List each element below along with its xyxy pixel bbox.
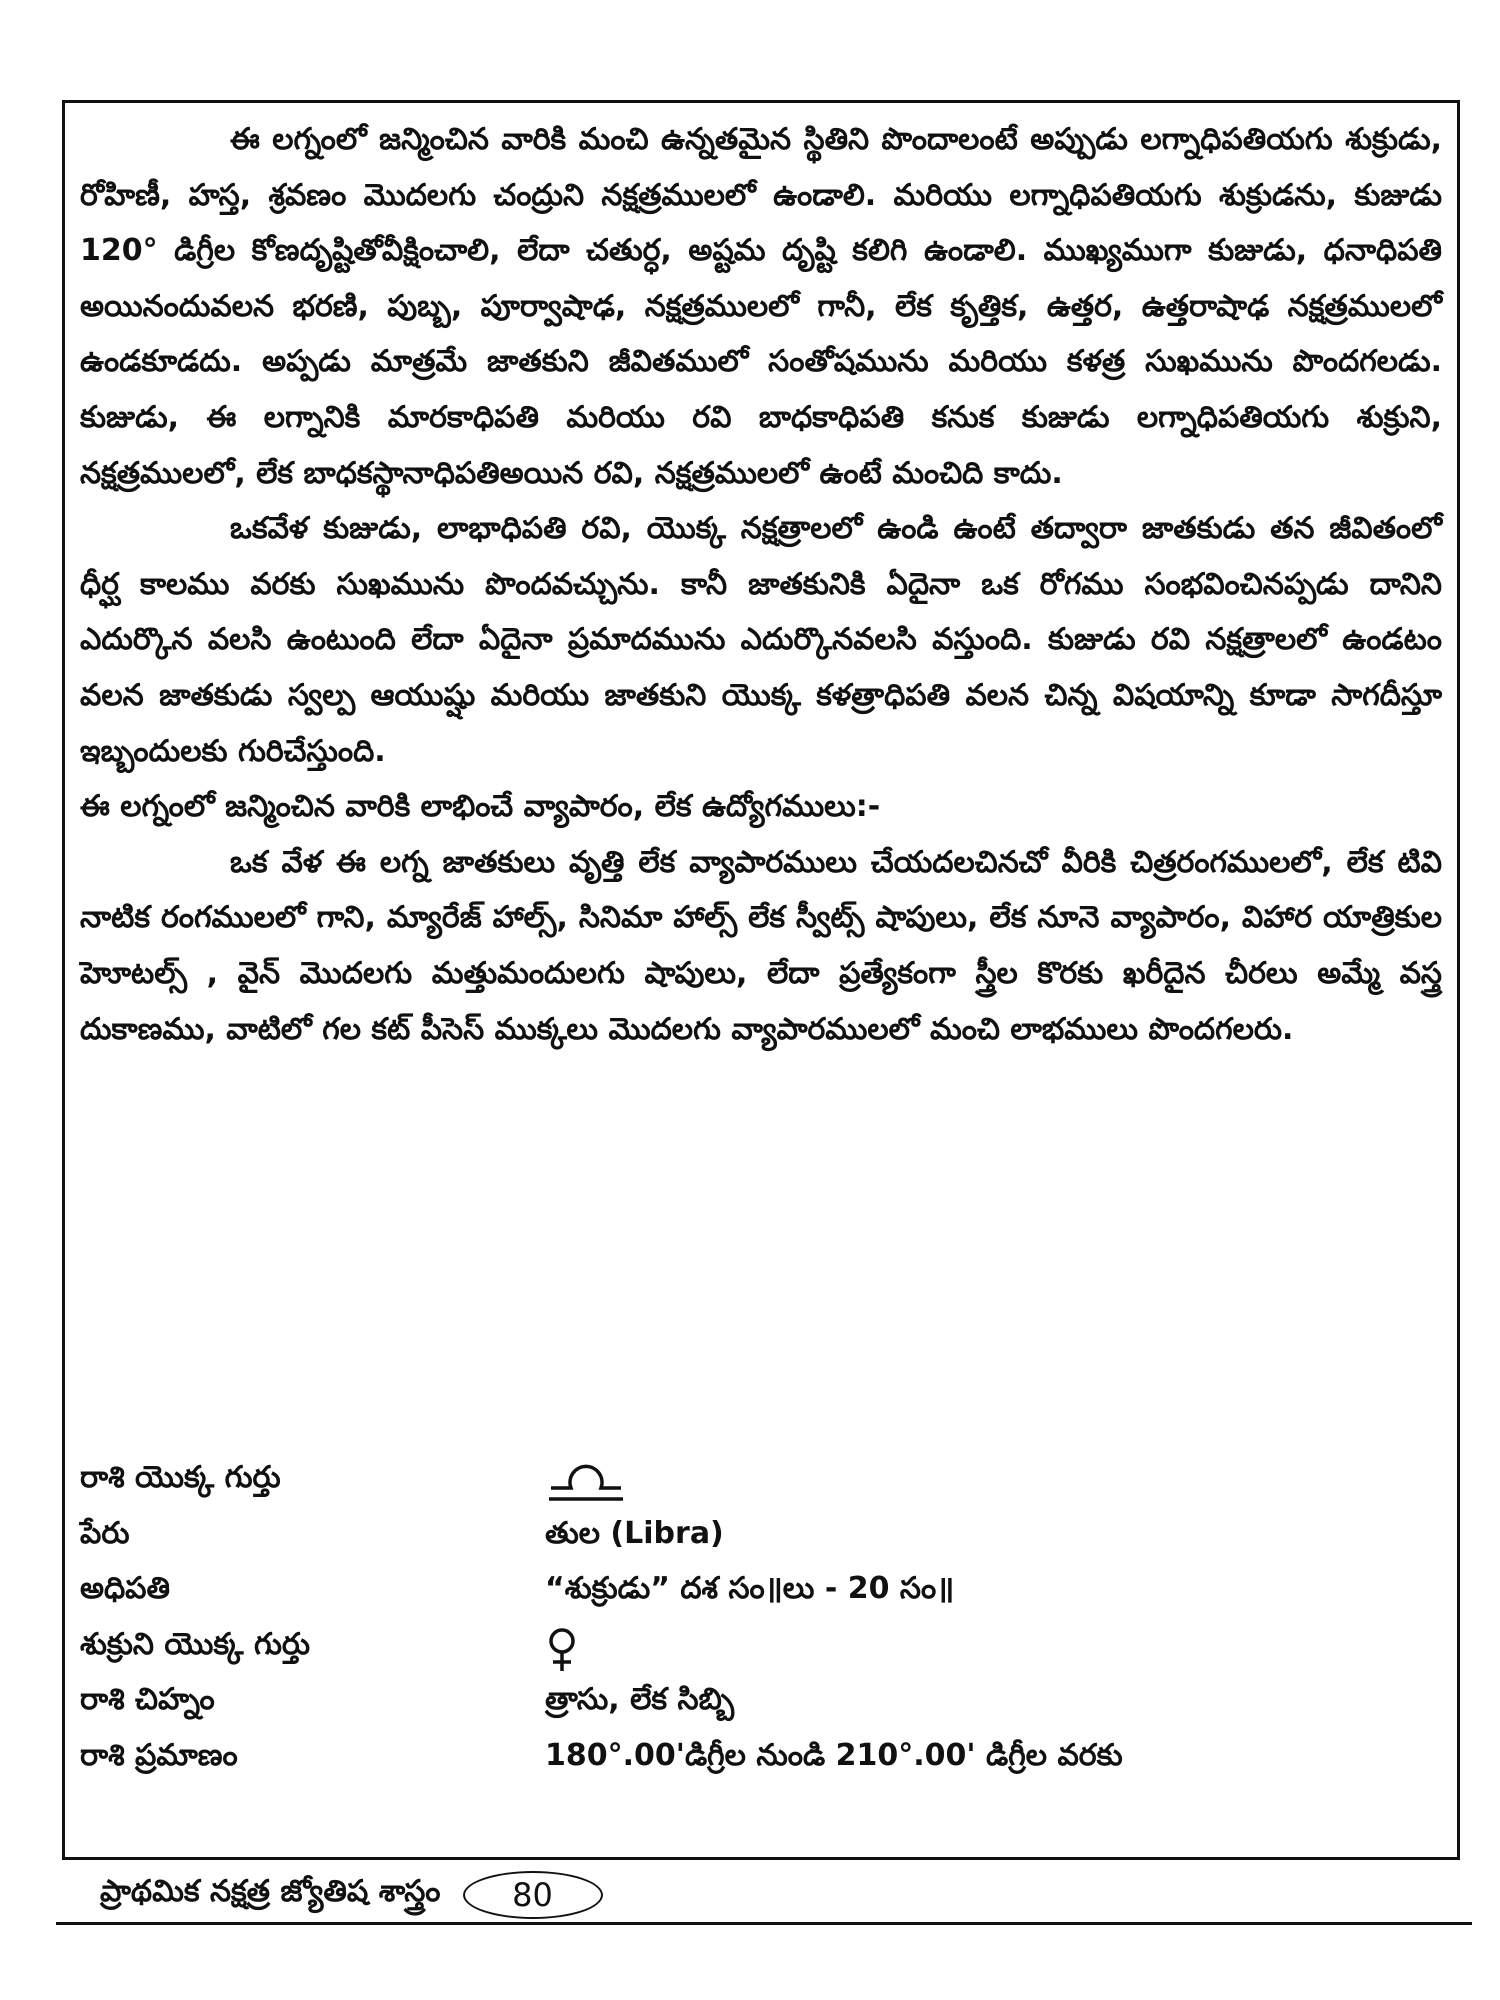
info-row-lord: [80, 1563, 1440, 1619]
main-content: [80, 112, 1442, 1057]
page-footer: [100, 1870, 603, 1920]
lord-value: “శుక్రుడు” దశ సం॥లు - 20 సం॥: [545, 1571, 955, 1607]
name-value: తుల (Libra): [545, 1515, 724, 1551]
venus-symbol-label: శుక్రుని యొక్క గుర్తు: [80, 1626, 311, 1662]
paragraph-2: ఒకవేళ కుజుడు, లాభాధిపతి రవి, యొక్క నక్షత్రాలలో ఉండి ఉంటే తద్వారా జాతకుడు తన జీవితంలో ధీర్ఘ కాలము వరకు సుఖమును పొందవచ్చును. కానీ జాతకునికి ఏదైనా ఒక రోగము సంభవించినప్పడు దానిని ఎదుర్కొన వలసి ఉంటుంది లేదా ఏదైనా ప్రమాదమును ఎదుర్కొనవలసి వస్తుంది. కుజుడు రవి నక్షత్రాలలో ఉండటం వలన జాతకుడు స్వల్ప ఆయుష్షు మరియు జాతకుని యొక్క కళత్రాధిపతి వలన చిన్న విషయాన్ని కూడా సాగదీస్తూ ఇబ్బందులకు గురిచేస్తుంది.: [80, 511, 1442, 769]
lord-label: అధిపతి: [80, 1571, 170, 1607]
name-label: పేరు: [80, 1515, 130, 1551]
sign-emblem-value: త్రాసు, లేక సిబ్బి: [545, 1682, 735, 1718]
section-heading: ఈ లగ్నంలో జన్మించిన వారికి లాభించే వ్యాపారం, లేక ఉద్యోగములు:-: [80, 789, 881, 825]
info-row-sign-emblem: [80, 1674, 1440, 1730]
sign-info-table: [80, 1452, 1440, 1786]
paragraph-1: ఈ లగ్నంలో జన్మించిన వారికి మంచి ఉన్నతమైన స్థితిని పొందాలంటే అప్పుడు లగ్నాధిపతియగు శుక్రుడు, రోహిణీ, హస్త, శ్రవణం మొదలగు చంద్రుని నక్షత్రములలో ఉండాలి. మరియు లగ్నాధిపతియగు శుక్రుడను, కుజుడు 120° డిగ్రీల కోణదృష్టితోవీక్షించాలి, లేదా చతుర్ధ, అష్టమ దృష్టి కలిగి ఉండాలి. ముఖ్యముగా కుజుడు, ధనాధిపతి అయినందువలన భరణి, పుబ్బ, పూర్వాషాఢ, నక్షత్రములలో గానీ, లేక కృత్తిక, ఉత్తర, ఉత్తరాషాఢ నక్షత్రములలో ఉండకూడదు. అప్పడు మాత్రమే జాతకుని జీవితములో సంతోషమును మరియు కళత్ర సుఖమును పొందగలడు. కుజుడు, ఈ లగ్నానికి మారకాధిపతి మరియు రవి బాధకాధిపతి కనుక కుజుడు లగ్నాధిపతియగు శుక్రుని, నక్షత్రములలో, లేక బాధకస్థానాధిపతిఅయిన రవి, నక్షత్రములలో ఉంటే మంచిది కాదు.: [80, 122, 1442, 491]
book-title: ప్రాథమిక నక్షత్ర జ్యోతిష శాస్త్రం: [100, 1874, 441, 1909]
sign-range-label: రాశి ప్రమాణం: [80, 1737, 238, 1773]
footer-rule: [56, 1922, 1472, 1925]
page-number: 80: [463, 1871, 603, 1919]
paragraph-3: ఒక వేళ ఈ లగ్న జాతకులు వృత్తి లేక వ్యాపారములు చేయదలచినచో వీరికి చిత్రరంగములలో, లేక టివి నాటిక రంగములలో గాని, మ్యారేజ్ హాల్స్, సినిమా హాల్స్ లేక స్వీట్స్ షాపులు, లేక నూనె వ్యాపారం, విహార యాత్రికుల హెూటల్స్ , వైన్ మొదలగు మత్తుమందులగు షాపులు, లేదా ప్రత్యేకంగా స్త్రీల కొరకు ఖరీదైన చీరలు అమ్మే వస్త్ర దుకాణము, వాటిలో గల కట్ పీసెస్ ముక్కలు మొదలగు వ్యాపారములలో మంచి లాభములు పొందగలరు.: [80, 844, 1442, 1047]
info-row-sign-range: [80, 1730, 1440, 1786]
info-row-name: [80, 1508, 1440, 1564]
info-row-sign-symbol: [80, 1452, 1440, 1508]
sign-emblem-label: రాశి చిహ్నం: [80, 1682, 215, 1718]
libra-symbol-icon: [545, 1460, 627, 1506]
venus-symbol-icon: [545, 1627, 579, 1673]
sign-range-value: 180°.00'డిగ్రీల నుండి 210°.00' డిగ్రీల వరకు: [545, 1737, 1123, 1773]
sign-symbol-label: రాశి యొక్క గుర్తు: [80, 1460, 281, 1495]
info-row-venus-symbol: [80, 1619, 1440, 1675]
